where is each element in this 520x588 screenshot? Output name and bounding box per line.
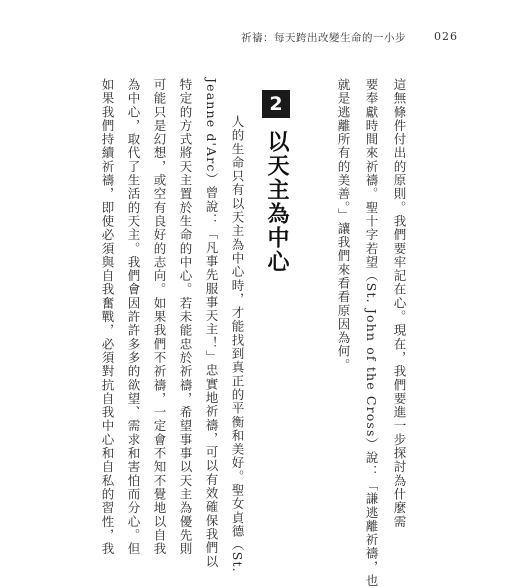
paragraph-line: 特定的方式將天主置於生命的中心。若未能忠於祈禱，希望事事以天主為優先則 xyxy=(178,78,193,556)
paragraph-line: Jeanne d'Arc）曾說：「凡事先服事天主！」忠實地祈禱，可以有效確保我們以 xyxy=(204,78,219,569)
paragraph-line: 如果我們持續祈禱，即使必須與自我奮戰，必須對抗自我中心和自私的習性，我 xyxy=(100,78,115,556)
paragraph-line: 人的生命只有以天主為中心時，才能找到真正的平衡和美好。聖女貞德（St. xyxy=(230,115,245,573)
section-number-badge: 2 xyxy=(262,90,290,118)
running-header: 祈禱：每天跨出改變生命的一小步 xyxy=(241,32,406,44)
paragraph-line: 就是逃離所有的美善。」讓我們來看看原因為何。 xyxy=(336,78,351,373)
section-title: 以天主為中心 xyxy=(264,130,289,274)
paragraph-line: 可能只是幻想，或空有良好的志向。如果我們不祈禱，一定會不知不覺地以自我 xyxy=(152,78,167,556)
paragraph-line: 這無條件付出的原則。我們要牢記在心。現在，我們要進一步探討為什麼需 xyxy=(392,78,407,529)
page-number: 026 xyxy=(434,30,458,43)
paragraph-line: 要奉獻時間來祈禱。聖十字若望（St. John of the Cross）說：「謙逃離祈禱，也 xyxy=(364,78,379,588)
paragraph-line: 為中心，取代了生活的天主。我們會因許許多多的欲望、需求和害怕而分心。但 xyxy=(126,78,141,556)
